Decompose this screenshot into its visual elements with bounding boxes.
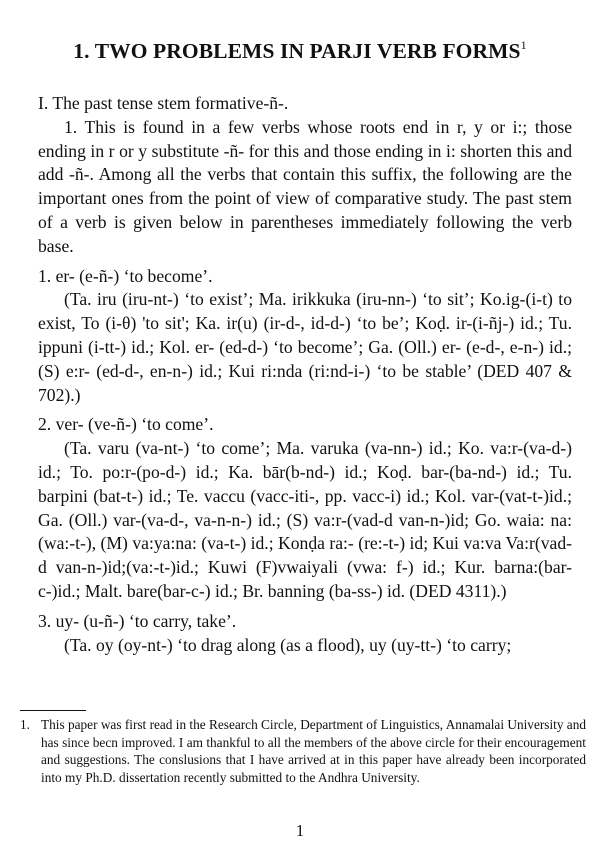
- footnote-divider: [20, 710, 86, 711]
- footnote-text: This paper was first read in the Research Circle, Department of Linguistics, Annamalai University and has since becn improved. I am thankful to all the members of the above circle for their encouragement and suggestions. The conslusions that I have arrived at in this paper have already been incorporated into my Ph.D. dissertation recently submitted to the Andhra University.: [41, 717, 587, 785]
- body-text: [38, 92, 572, 657]
- title-footnote-mark[interactable]: 1: [520, 38, 527, 52]
- entry-2-head: 2. ver- (ve-ñ-) ‘to come’.: [38, 414, 214, 435]
- section-heading: I. The past tense stem formative-ñ-.: [38, 93, 289, 113]
- entry-3-body: (Ta. oy (oy-nt-) ‘to drag along (as a flood), uy (uy-tt-) ‘to carry;: [64, 634, 512, 655]
- paper-title-text: 1. TWO PROBLEMS IN PARJI VERB FORMS: [73, 39, 521, 63]
- paper-title: [0, 38, 600, 64]
- entry-1-head: 1. er- (e-ñ-) ‘to become’.: [38, 265, 213, 286]
- footnote: [20, 716, 586, 786]
- footnote-number: 1.: [20, 717, 30, 732]
- intro-paragraph: 1. This is found in a few verbs whose roots end in r, y or i:; those ending in r or y substitute -ñ- for this and those ending in i: shorten this and add -ñ-. Among all the verbs that contain this suffix, the following are the important ones from the point of view of comparative study. The past stem of a verb is given below in parentheses immediately following the verb base.: [38, 116, 572, 256]
- page-number: 1: [295, 821, 305, 840]
- entry-2-body: (Ta. varu (va-nt-) ‘to come’; Ma. varuka (va-nn-) id.; Ko. va:r-(va-d-) id.; To. po:r-(po-d-) id.; Ka. bār(b-nd-) id.; Koḍ. bar-(ba-nd-) id.; Tu. barpini (bat-t-) id.; Te. vaccu (vacc-iti-, pp. vacc-i) id.; Kol. var-(vat-t-)id.; Ga. (Oll.) var-(va-d-, va-n-n-) id.; (S) va:r-(vad-d van-n-)id; Go. waia: na: (wa:-t-), (M) va:ya:na: (va-t-) id.; Konḍa ra:- (re:-t-) id; Kui va:va Va:r(vad-d van-n-)id;(va:-t-)id.; Kuwi (F)vwaiyali (vwa: f-) id.; Kur. barna:(bar-c-)id.; Malt. bare(bar-c-) id.; Br. banning (ba-ss-) id. (DED 4311).): [38, 438, 572, 601]
- entry-1-body: (Ta. iru (iru-nt-) ‘to exist’; Ma. irikkuka (iru-nn-) ‘to sit’; Ko.ig-(i-t) to exist, To (i-θ) 'to sit'; Ka. ir(u) (ir-d-, id-d-) ‘to be’; Koḍ. ir-(i-ñj-) id.; Tu. ippuni (i-tt-) id.; Kol. er- (ed-d-) ‘to become’; Ga. (Oll.) er- (e-d-, e-n-) id.; (S) e:r- (ed-d-, en-n-) id.; Kui ri:nda (ri:nd-i-) ‘to be stable’ (DED 407 & 702).): [38, 289, 572, 405]
- entry-3-head: 3. uy- (u-ñ-) ‘to carry, take’.: [38, 610, 237, 631]
